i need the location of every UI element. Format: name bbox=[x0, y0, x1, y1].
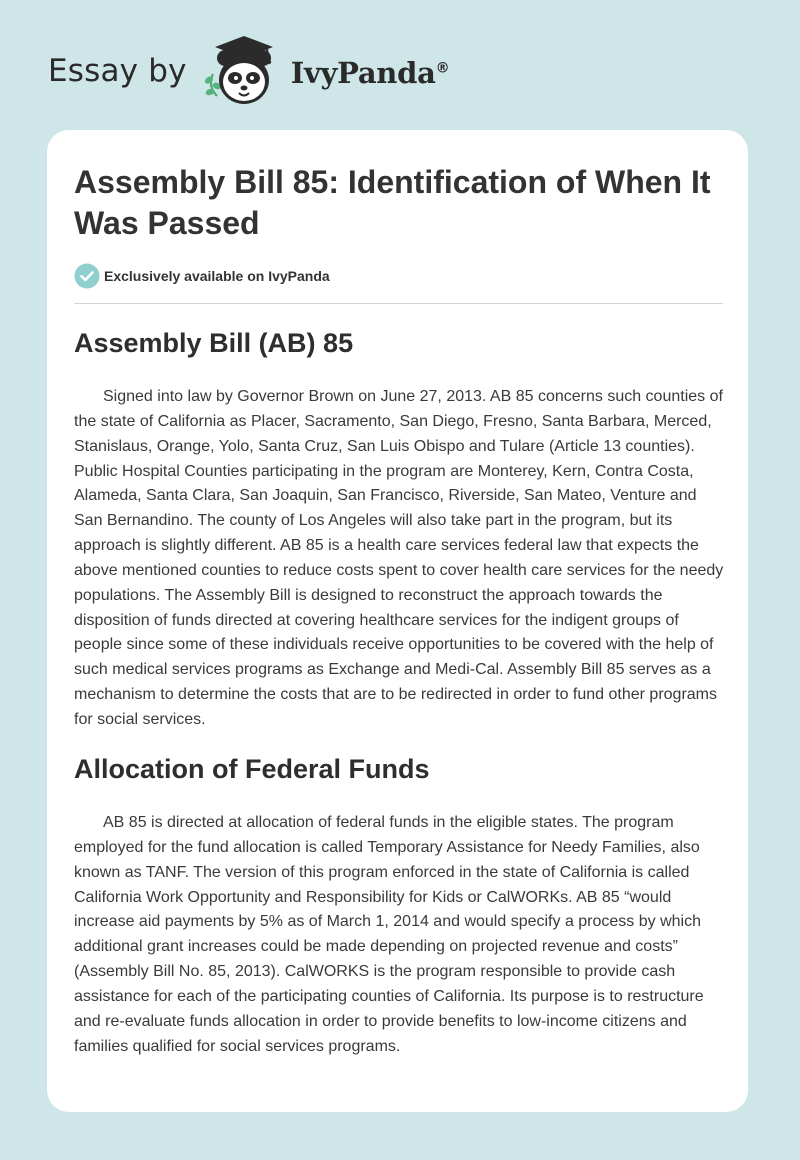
panda-logo-icon bbox=[199, 30, 289, 110]
section-paragraph: AB 85 is directed at allocation of federal funds in the eligible states. The program employed for the fund allocation is called Temporary Assistance for Needy Families, also known as TANF. The version of this program enforced in the state of California is called California Work Opportunity and Responsibility for Kids or CalWORKs. AB 85 “would increase aid payments by 5% as of March 1, 2014 and would specify a process by which additional grant increases could be made depending on projected revenue and costs” (Assembly Bill No. 85, 2013). CalWORKS is the program responsible to provide cash assistance for each of the participating counties of California. Its purpose is to restructure and re-evaluate funds allocation in order to provide benefits to low-income citizens and families qualified for social services programs. bbox=[74, 814, 704, 1055]
section-heading: Allocation of Federal Funds bbox=[74, 754, 430, 784]
title-divider bbox=[74, 303, 723, 304]
article-title: Assembly Bill 85: Identification of When It Was Passed bbox=[74, 164, 711, 241]
check-circle-icon bbox=[74, 263, 100, 289]
exclusive-label: Exclusively available on IvyPanda bbox=[104, 268, 330, 284]
exclusive-badge bbox=[74, 263, 330, 289]
brand-name: IvyPanda® bbox=[290, 56, 450, 90]
brand-prefix: Essay by bbox=[48, 53, 187, 89]
brand-header bbox=[48, 30, 449, 110]
article-card bbox=[47, 130, 748, 1112]
section-paragraph: Signed into law by Governor Brown on June 27, 2013. AB 85 concerns such counties of the state of California as Placer, Sacramento, San Diego, Fresno, Santa Barbara, Merced, Stanislaus, Orange, Yolo, Santa Cruz, San Luis Obispo and Tulare (Article 13 counties). Public Hospital Counties participating in the program are Monterey, Kern, Contra Costa, Alameda, Santa Clara, San Joaquin, San Francisco, Riverside, San Mateo, Venture and San Bernandino. The county of Los Angeles will also take part in the program, but its approach is slightly different. AB 85 is a health care services federal law that expects the above mentioned counties to reduce costs spent to cover health care services for the needy populations. The Assembly Bill is designed to reconstruct the approach towards the disposition of funds directed at covering healthcare services for the indigent groups of people since some of these individuals receive opportunities to be covered with the help of such medical services programs as Exchange and Medi-Cal. Assembly Bill 85 serves as a mechanism to determine the costs that are to be redirected in order to fund other programs for social services. bbox=[74, 388, 724, 728]
brand-registered-mark: ® bbox=[435, 60, 450, 77]
section-heading: Assembly Bill (AB) 85 bbox=[74, 328, 354, 358]
